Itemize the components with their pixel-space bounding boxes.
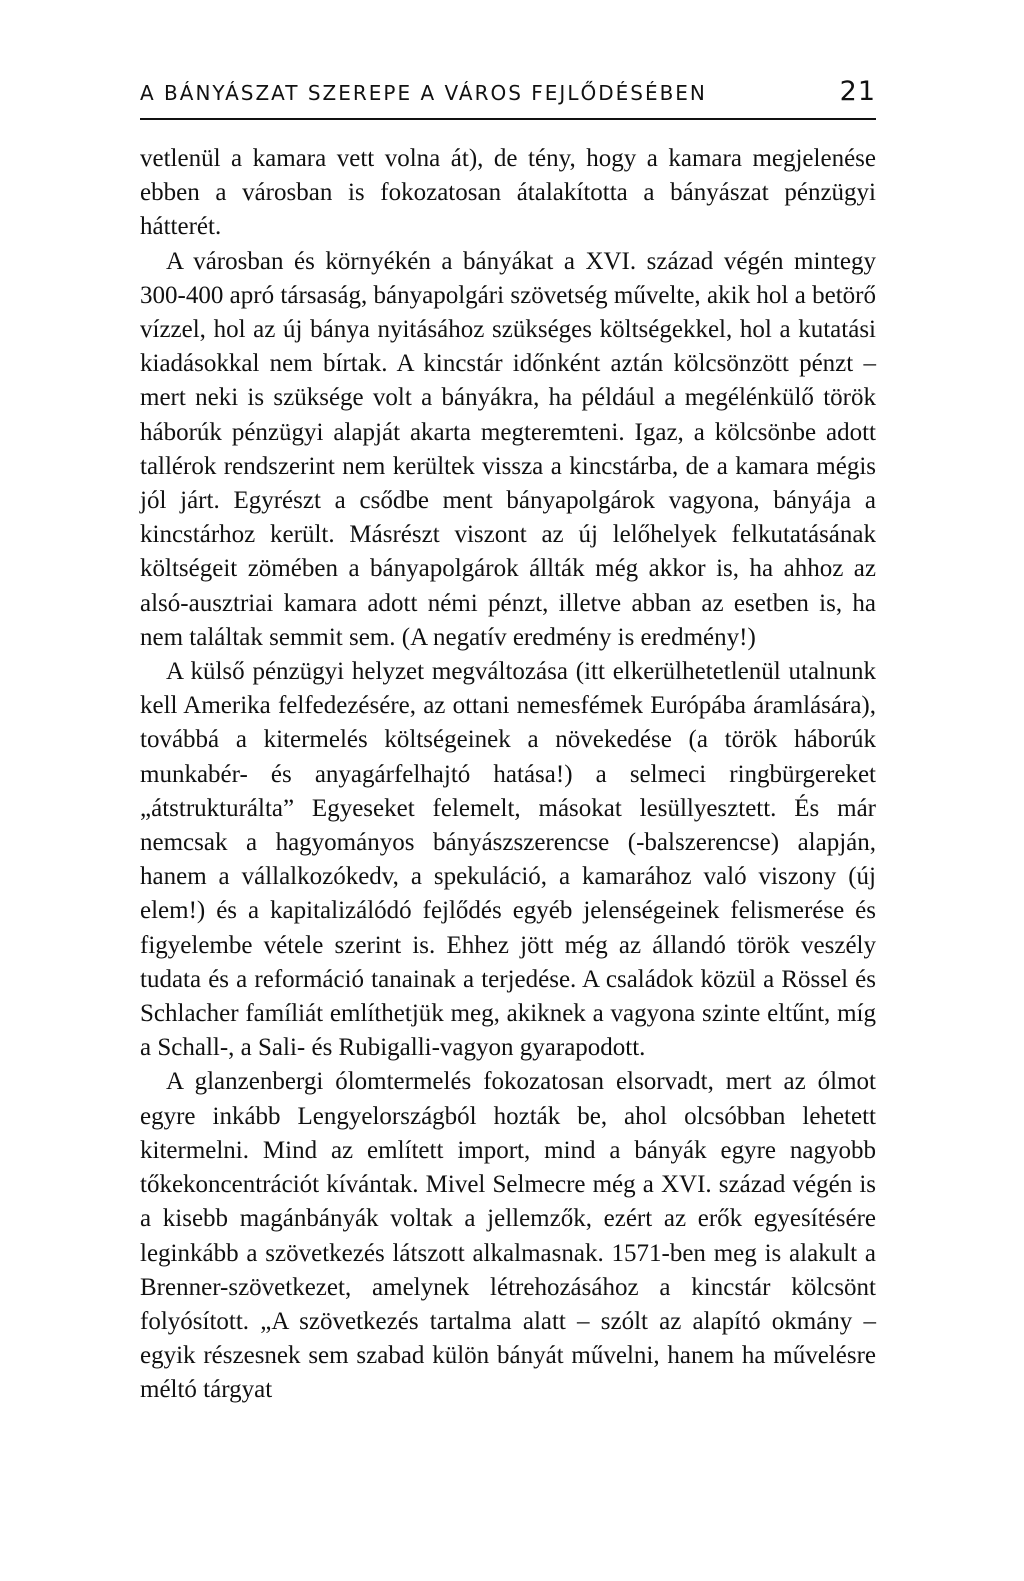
page-number: 21 (839, 76, 876, 107)
running-title: A BÁNYÁSZAT SZEREPE A VÁROS FEJLŐDÉSÉBEN (140, 81, 707, 105)
running-header (140, 76, 876, 120)
paragraph: A városban és környékén a bányákat a XVI. század végén mintegy 300-400 apró társaság, bányapolgári szövetség művelte, akik hol a betörő vízzel, hol az új bánya nyitásához szükséges költségekkel, hol a kutatási kiadásokkal nem bírtak. A kincstár időnként aztán kölcsönzött pénzt – mert neki is szüksége volt a bányákra, ha például a megélénkülő török háborúk pénzügyi alapját akarta megteremteni. Igaz, a kölcsönbe adott tallérok rendszerint nem kerültek vissza a kincstárba, de a kamara mégis jól járt. Egyrészt a csődbe ment bányapolgárok vagyona, bányája a kincstárhoz került. Másrészt viszont az új lelőhelyek felkutatásának költségeit zömében a bányapolgárok állták még akkor is, ha ahhoz az alsó-ausztriai kamara adott némi pénzt, illetve abban az esetben is, ha nem találtak semmit sem. (A negatív eredmény is eredmény!) (140, 247, 876, 651)
paragraph: A külső pénzügyi helyzet megváltozása (itt elkerülhetetlenül utalnunk kell Amerika felfedezésére, az ottani nemesfémek Európába áramlására), továbbá a kitermelés költségeinek a növekedése (a török háborúk munkabér- és anyagárfelhajtó hatása!) a selmeci ringbürgereket „átstrukturálta” Egyeseket felemelt, másokat lesüllyesztett. És már nemcsak a hagyományos bányászszerencse (-balszerencse) alapján, hanem a vállalkozókedv, a spekuláció, a kamarához való viszony (új elem!) és a kapitalizálódó fejlődés egyéb jelenségeinek felismerése és figyelembe vétele szerint is. Ehhez jött még az állandó török veszély tudata és a reformáció tanainak a terjedése. A családok közül a Rössel és Schlacher famíliát említhetjük meg, akiknek a vagyona szinte eltűnt, míg a Schall-, a Sali- és Rubigalli-vagyon gyarapodott. (140, 658, 876, 1062)
body-text (140, 142, 876, 1408)
paragraph: A glanzenbergi ólomtermelés fokozatosan elsorvadt, mert az ólmot egyre inkább Lengyelországból hozták be, ahol olcsóbban lehetett kitermelni. Mind az említett import, mind a bányák egyre nagyobb tőkekoncentrációt kívántak. Mivel Selmecre még a XVI. század végén is a kisebb magánbányák voltak a jellemzők, ezért az erők egyesítésére leginkább a szövetkezés látszott alkalmasnak. 1571-ben meg is alakult a Brenner-szövetkezet, amelynek létrehozásához a kincstár kölcsönt folyósított. „A szövetkezés tartalma alatt – szólt az alapító okmány – egyik részesnek sem szabad külön bányát művelni, hanem ha művelésre méltó tárgyat (140, 1068, 876, 1404)
paragraph-continuation: vetlenül a kamara vett volna át), de tény, hogy a kamara megjelenése ebben a városban is fokozatosan átalakította a bányászat pénzügyi hátterét. (140, 145, 876, 241)
book-page (140, 76, 876, 1408)
